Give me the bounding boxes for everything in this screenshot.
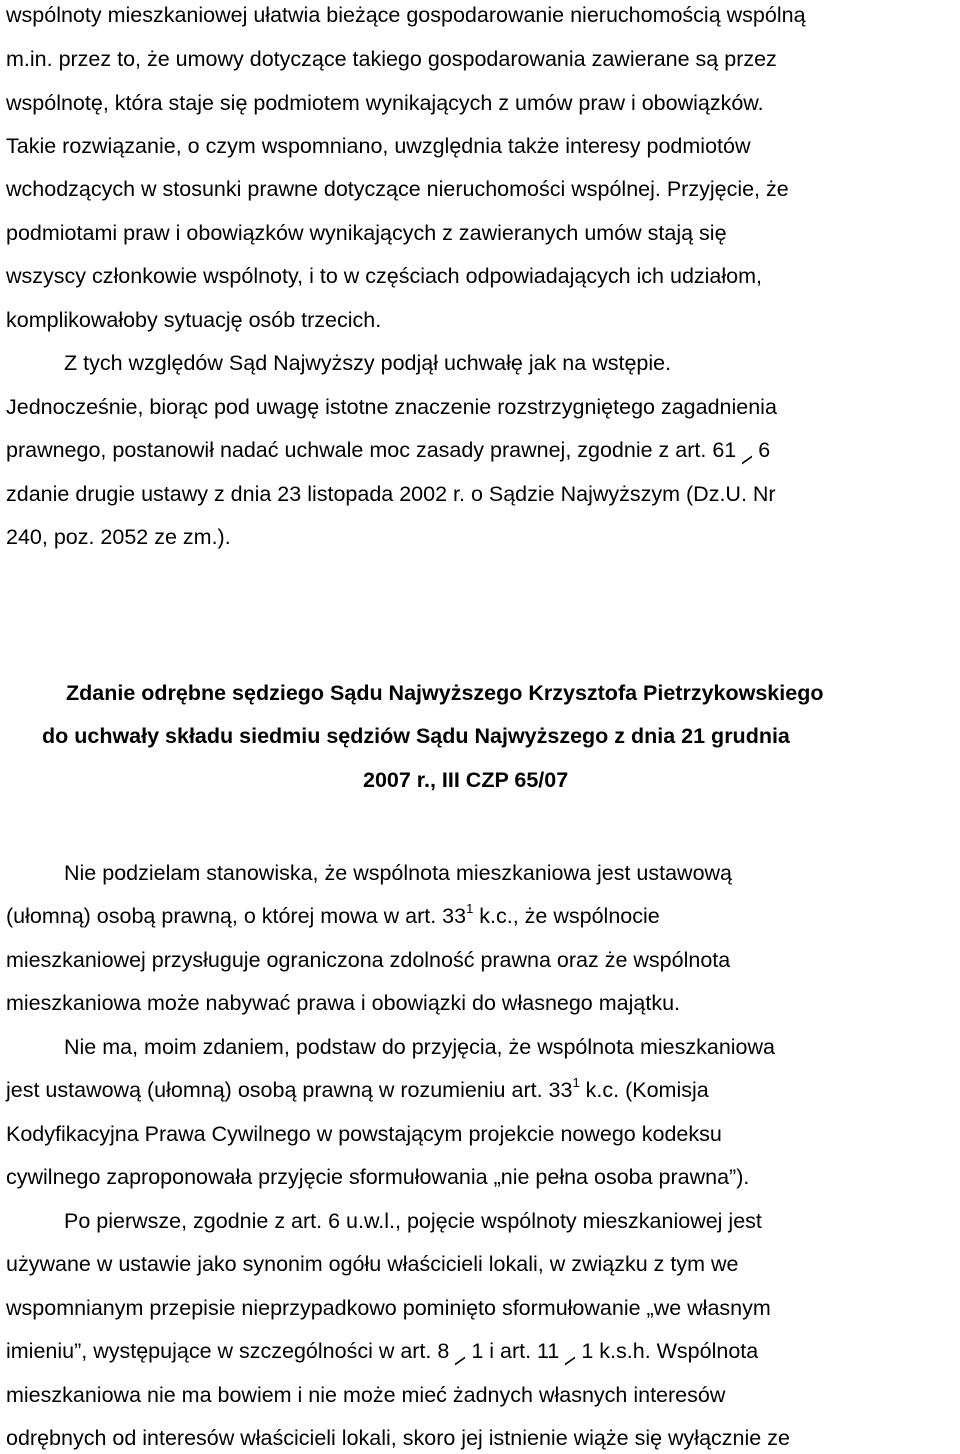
- text-line: używane w ustawie jako synonim ogółu właścicieli lokali, w związku z tym we: [6, 1252, 739, 1276]
- text-line: Nie ma, moim zdaniem, podstaw do przyjęcia, że wspólnota mieszkaniowa: [64, 1035, 776, 1059]
- text-line: odrębnych od interesów właścicieli lokali, skoro jej istnienie wiąże się wyłącznie ze: [6, 1426, 790, 1450]
- text-line: 240, poz. 2052 ze zm.).: [6, 525, 231, 549]
- text-line: wszyscy członkowie wspólnoty, i to w częściach odpowiadających ich udziałom,: [6, 264, 763, 288]
- text-line: Kodyfikacyjna Prawa Cywilnego w powstającym projekcie nowego kodeksu: [6, 1122, 722, 1146]
- section-sign-icon: [455, 1334, 465, 1365]
- text-line: Po pierwsze, zgodnie z art. 6 u.w.l., pojęcie wspólnoty mieszkaniowej jest: [64, 1209, 762, 1233]
- text-span: prawnego, postanowił nadać uchwale moc zasady prawnej, zgodnie z art. 61: [6, 438, 737, 462]
- heading-line: Zdanie odrębne sędziego Sądu Najwyższego Krzysztofa Pietrzykowskiego: [66, 681, 824, 705]
- text-span: imieniu”, występujące w szczególności w art. 8: [6, 1339, 450, 1363]
- text-line: podmiotami praw i obowiązków wynikających z zawieranych umów stają się: [6, 221, 727, 245]
- text-span: (ułomną) osobą prawną, o której mowa w art. 33: [6, 904, 467, 928]
- text-line: wspomnianym przepisie nieprzypadkowo pominięto sformułowanie „we własnym: [6, 1296, 771, 1320]
- text-span: k.c. (Komisja: [579, 1078, 709, 1102]
- text-line: m.in. przez to, że umowy dotyczące takiego gospodarowania zawierane są przez: [6, 47, 777, 71]
- section-sign-icon: [742, 433, 752, 464]
- text-line: wspólnoty mieszkaniowej ułatwia bieżące gospodarowanie nieruchomością wspólną: [6, 3, 806, 27]
- text-span: 1 k.s.h. Wspólnota: [581, 1339, 759, 1363]
- heading-line: do uchwały składu siedmiu sędziów Sądu Najwyższego z dnia 21 grudnia: [42, 724, 790, 748]
- text-line: Nie podzielam stanowiska, że wspólnota mieszkaniowa jest ustawową: [64, 861, 733, 885]
- text-line: komplikowałoby sytuację osób trzecich.: [6, 308, 382, 332]
- text-span: 6: [758, 438, 771, 462]
- text-line: zdanie drugie ustawy z dnia 23 listopada 2002 r. o Sądzie Najwyższym (Dz.U. Nr: [6, 482, 776, 506]
- text-line: Z tych względów Sąd Najwyższy podjął uchwałę jak na wstępie.: [64, 351, 672, 375]
- text-line: [6, 1338, 758, 1364]
- text-span: jest ustawową (ułomną) osobą prawną w rozumieniu art. 33: [6, 1078, 573, 1102]
- section-sign-icon: [565, 1334, 575, 1365]
- superscript: 1: [466, 901, 474, 916]
- text-line: cywilnego zaproponowała przyjęcie sformułowania „nie pełna osoba prawna”).: [6, 1165, 750, 1189]
- superscript: 1: [572, 1075, 580, 1090]
- text-span: k.c., że wspólnocie: [473, 904, 660, 928]
- text-line: wspólnotę, która staje się podmiotem wynikających z umów praw i obowiązków.: [6, 91, 764, 115]
- text-span: 1 i art. 11: [471, 1339, 560, 1363]
- text-line: [6, 903, 660, 932]
- text-line: mieszkaniowa może nabywać prawa i obowiązki do własnego majątku.: [6, 991, 680, 1015]
- heading-line: 2007 r., III CZP 65/07: [363, 768, 569, 792]
- text-line: mieszkaniowa nie ma bowiem i nie może mieć żadnych własnych interesów: [6, 1383, 726, 1407]
- text-line: wchodzących w stosunki prawne dotyczące nieruchomości wspólnej. Przyjęcie, że: [6, 177, 789, 201]
- text-line: [6, 1077, 709, 1106]
- text-line: Jednocześnie, biorąc pod uwagę istotne znaczenie rozstrzygniętego zagadnienia: [6, 395, 777, 419]
- text-line: [6, 437, 770, 463]
- text-line: mieszkaniowej przysługuje ograniczona zdolność prawna oraz że wspólnota: [6, 948, 731, 972]
- text-line: Takie rozwiązanie, o czym wspomniano, uwzględnia także interesy podmiotów: [6, 134, 751, 158]
